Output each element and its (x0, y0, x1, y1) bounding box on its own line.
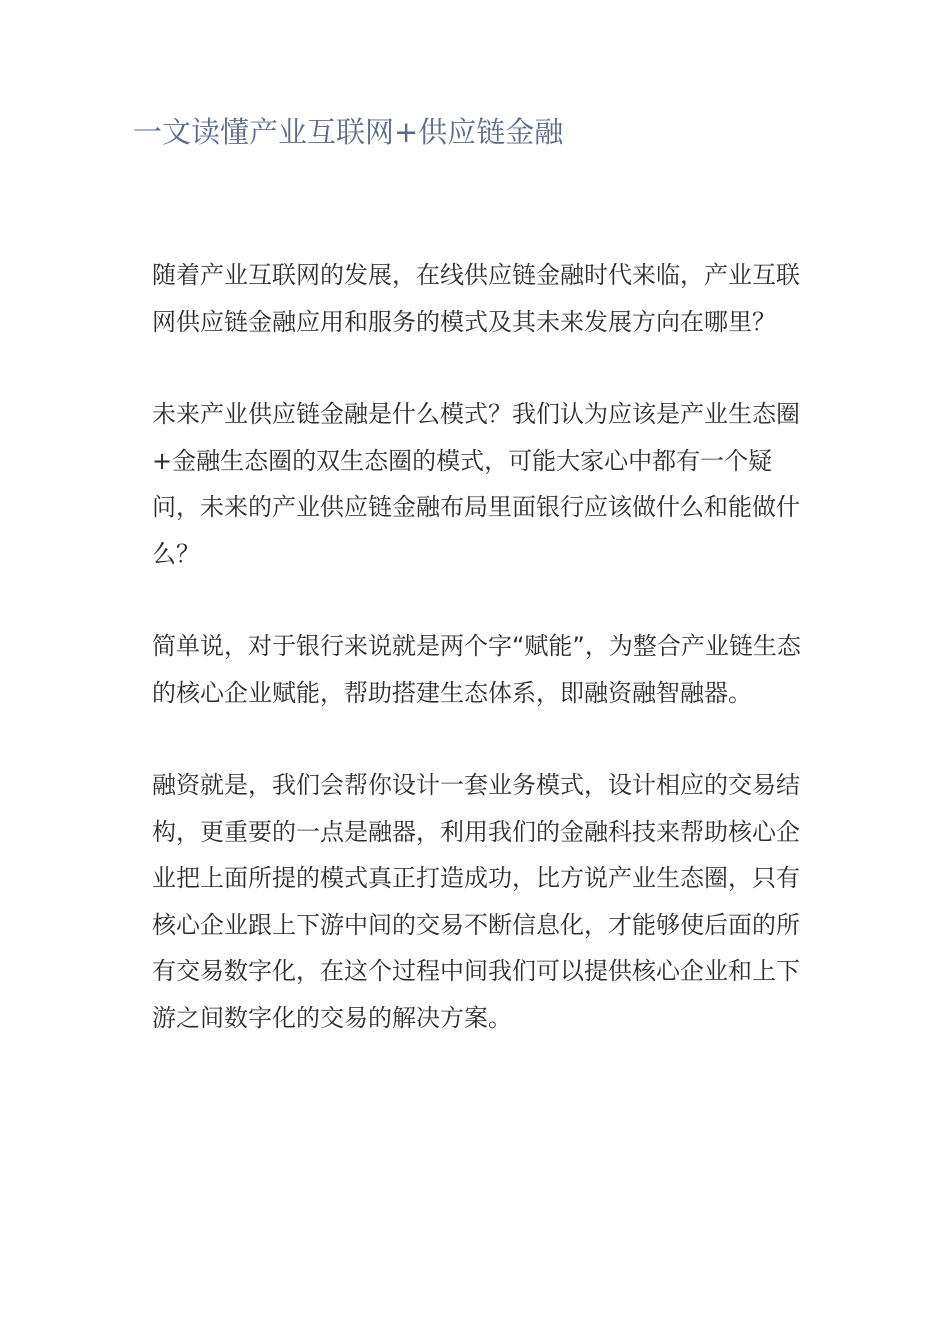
article-body (152, 252, 802, 1087)
paragraph-bank-role: 简单说，对于银行来说就是两个字“赋能”，为整合产业链生态的核心企业赋能，帮助搭建生态体系，即融资融智融器。 (152, 632, 801, 707)
paragraph-future-model: 未来产业供应链金融是什么模式？我们认为应该是产业生态圈+金融生态圈的双生态圈的模式，可能大家心中都有一个疑问，未来的产业供应链金融布局里面银行应该做什么和能做什么？ (152, 400, 800, 568)
article-title: 一文读懂产业互联网+供应链金融 (133, 115, 564, 149)
paragraph-financing: 融资就是，我们会帮你设计一套业务模式，设计相应的交易结构，更重要的一点是融器，利用我们的金融科技来帮助核心企业把上面所提的模式真正打造成功，比方说产业生态圈，只有核心企业跟上下游中间的交易不断信息化，才能够使后面的所有交易数字化，在这个过程中间我们可以提供核心企业和上下游之间数字化的交易的解决方案。 (152, 771, 800, 1032)
paragraph-intro: 随着产业互联网的发展，在线供应链金融时代来临，产业互联网供应链金融应用和服务的模式及其未来发展方向在哪里？ (152, 261, 800, 336)
